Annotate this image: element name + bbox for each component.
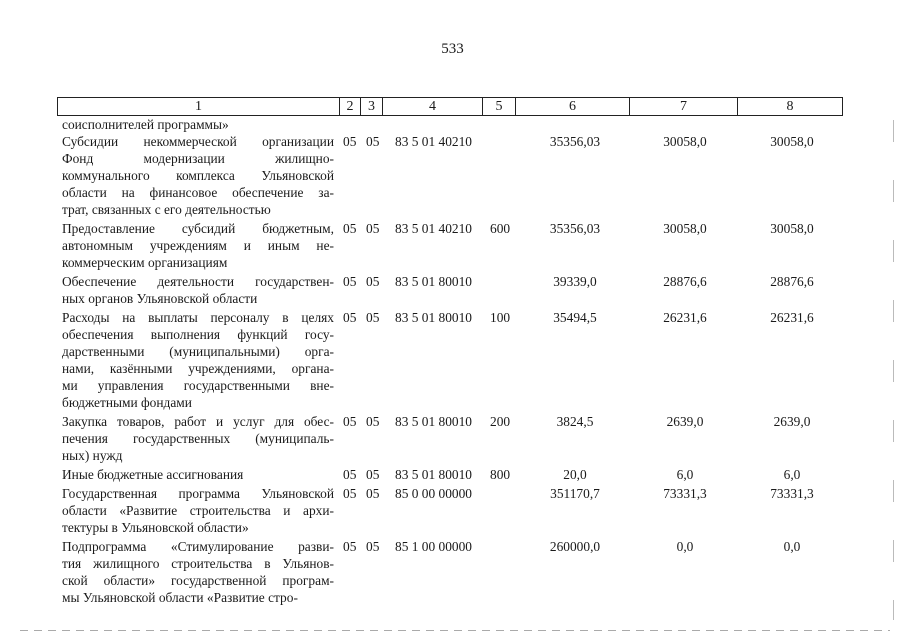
cell-c2: 05 bbox=[343, 134, 357, 149]
cell-c2: 05 bbox=[343, 539, 357, 554]
description-line: коммерческим организациям bbox=[62, 255, 228, 270]
row-description bbox=[62, 133, 334, 218]
description-line: Субсидии некоммерческой организации bbox=[62, 134, 334, 149]
header-col-8: 8 bbox=[786, 99, 794, 114]
cell-c5: 100 bbox=[490, 310, 511, 325]
row-description bbox=[62, 538, 334, 606]
row-description bbox=[62, 220, 334, 271]
description-line: тектуры в Ульяновской области» bbox=[62, 520, 249, 535]
cell-c6: 351170,7 bbox=[550, 486, 600, 501]
cell-c7: 2639,0 bbox=[666, 414, 704, 429]
cell-c4: 83 5 01 80010 bbox=[395, 467, 472, 482]
cell-c8: 30058,0 bbox=[770, 134, 814, 149]
header-col-7: 7 bbox=[630, 98, 738, 115]
description-line: Обеспечение деятельности государствен- bbox=[62, 274, 334, 289]
cell-c8: 30058,0 bbox=[770, 221, 814, 236]
cell-c7: 73331,3 bbox=[663, 486, 707, 501]
cell-c6: 35356,03 bbox=[549, 221, 601, 236]
cell-c3: 05 bbox=[366, 467, 380, 482]
cell-c7: 26231,6 bbox=[663, 310, 707, 325]
description-line: нами, казёнными учреждениями, органа- bbox=[62, 361, 334, 376]
cell-c7: 28876,6 bbox=[663, 274, 707, 289]
cell-c3: 05 bbox=[366, 414, 380, 429]
row-description bbox=[62, 485, 334, 536]
cell-c4: 85 0 00 00000 bbox=[395, 486, 472, 501]
cell-c7: 6,0 bbox=[676, 467, 694, 482]
cell-c5: 600 bbox=[490, 221, 511, 236]
cell-c2: 05 bbox=[343, 486, 357, 501]
description-line: Государственная программа Ульяновской bbox=[62, 486, 334, 501]
cell-c3: 05 bbox=[366, 310, 380, 325]
cell-c8: 0,0 bbox=[783, 539, 801, 554]
row-description bbox=[62, 466, 334, 483]
cell-c8: 26231,6 bbox=[770, 310, 814, 325]
cell-c2: 05 bbox=[343, 221, 357, 236]
cell-c5: 200 bbox=[490, 414, 511, 429]
description-line: Расходы на выплаты персоналу в целях bbox=[62, 310, 334, 325]
cell-c8: 6,0 bbox=[783, 467, 801, 482]
cell-c8: 73331,3 bbox=[770, 486, 814, 501]
cell-c4: 83 5 01 80010 bbox=[395, 414, 472, 429]
cell-c4: 83 5 01 80010 bbox=[395, 274, 472, 289]
description-line: дарственными (муниципальными) орга- bbox=[62, 344, 334, 359]
cell-c8: 2639,0 bbox=[773, 414, 811, 429]
description-line: тия жилищного строительства в Ульянов- bbox=[62, 556, 334, 571]
cell-c5: 800 bbox=[490, 467, 511, 482]
table-header-row bbox=[57, 97, 843, 116]
description-line: ми управления государственными вне- bbox=[62, 378, 334, 393]
cell-c2: 05 bbox=[343, 414, 357, 429]
cell-c4: 83 5 01 40210 bbox=[395, 221, 472, 236]
row-description bbox=[62, 309, 334, 411]
description-line: ных органов Ульяновской области bbox=[62, 291, 258, 306]
cell-c3: 05 bbox=[366, 134, 380, 149]
description-line: бюджетными фондами bbox=[62, 395, 192, 410]
header-col-3: 3 bbox=[361, 98, 383, 115]
cell-c6: 35356,03 bbox=[549, 134, 601, 149]
cell-c3: 05 bbox=[366, 486, 380, 501]
cell-c6: 3824,5 bbox=[556, 414, 594, 429]
description-line: печения государственных (муниципаль- bbox=[62, 431, 334, 446]
description-line: соисполнителей программы» bbox=[62, 117, 229, 132]
row-description bbox=[62, 413, 334, 464]
scan-edge-bottom bbox=[20, 630, 890, 631]
cell-c2: 05 bbox=[343, 274, 357, 289]
cell-c3: 05 bbox=[366, 274, 380, 289]
cell-c8: 28876,6 bbox=[770, 274, 814, 289]
page-number: 533 bbox=[441, 41, 464, 57]
cell-c4: 85 1 00 00000 bbox=[395, 539, 472, 554]
row-description bbox=[62, 116, 334, 133]
cell-c3: 05 bbox=[366, 539, 380, 554]
cell-c7: 30058,0 bbox=[663, 221, 707, 236]
description-line: ской области» государственной програм- bbox=[62, 573, 334, 588]
cell-c4: 83 5 01 40210 bbox=[395, 134, 472, 149]
cell-c6: 35494,5 bbox=[553, 310, 597, 325]
cell-c2: 05 bbox=[343, 467, 357, 482]
description-line: автономным учреждениям и иным не- bbox=[62, 238, 334, 253]
header-col-4: 4 bbox=[383, 98, 483, 115]
header-col-2: 2 bbox=[340, 98, 361, 115]
cell-c7: 0,0 bbox=[676, 539, 694, 554]
description-line: Предоставление субсидий бюджетным, bbox=[62, 221, 334, 236]
scan-edge-right bbox=[893, 120, 894, 620]
description-line: мы Ульяновской области «Развитие стро- bbox=[62, 590, 298, 605]
row-description bbox=[62, 273, 334, 307]
header-col-6: 6 bbox=[516, 98, 630, 115]
description-line: Подпрограмма «Стимулирование разви- bbox=[62, 539, 334, 554]
header-col-5: 5 bbox=[483, 98, 516, 115]
description-line: области на финансовое обеспечение за- bbox=[62, 185, 334, 200]
cell-c7: 30058,0 bbox=[663, 134, 707, 149]
cell-c3: 05 bbox=[366, 221, 380, 236]
cell-c6: 260000,0 bbox=[549, 539, 601, 554]
description-line: обеспечения выполнения функций госу- bbox=[62, 327, 334, 342]
description-line: области «Развитие строительства и архи- bbox=[62, 503, 334, 518]
cell-c6: 39339,0 bbox=[553, 274, 597, 289]
cell-c6: 20,0 bbox=[563, 467, 587, 482]
description-line: Фонд модернизации жилищно- bbox=[62, 151, 334, 166]
description-line: Закупка товаров, работ и услуг для обес- bbox=[62, 414, 334, 429]
description-line: трат, связанных с его деятельностью bbox=[62, 202, 271, 217]
cell-c2: 05 bbox=[343, 310, 357, 325]
description-line: коммунального комплекса Ульяновской bbox=[62, 168, 334, 183]
header-col-1: 1 bbox=[58, 98, 340, 115]
cell-c4: 83 5 01 80010 bbox=[395, 310, 472, 325]
description-line: ных) нужд bbox=[62, 448, 123, 463]
description-line: Иные бюджетные ассигнования bbox=[62, 467, 244, 482]
